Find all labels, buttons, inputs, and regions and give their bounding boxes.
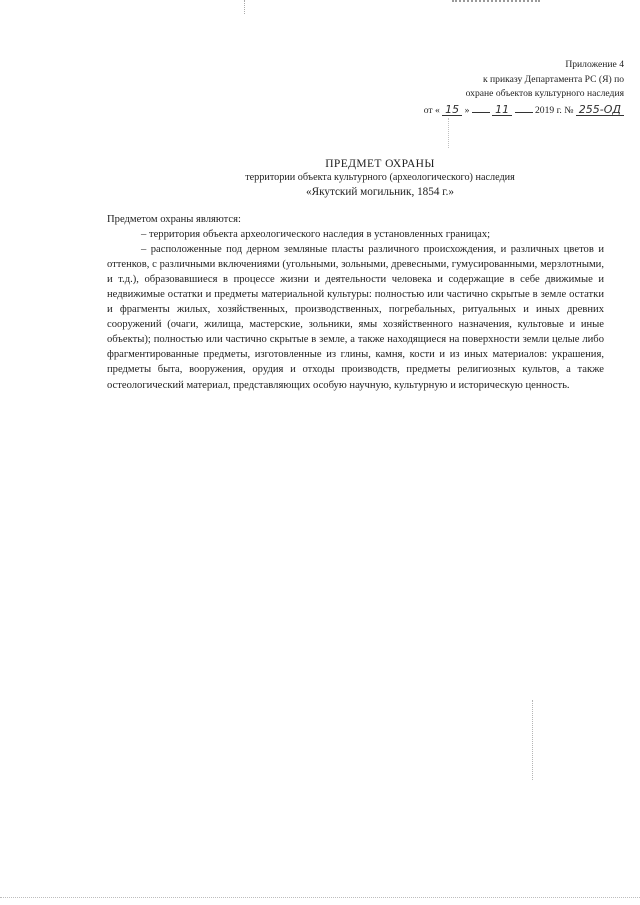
body-item-layers: – расположенные под дерном земляные пласты различного происхождения, и различных цветов и оттенков, с различными включениями (угольными, зольными, древесными, гумусированными, мерзлотными, и т.д.), образовавшиеся в процессе жизни и деятельности человека и содержащие в себе движимые и недвижимые остатки и предметы материальной культуры: полностью или частично скрытые в земле остатки и фрагменты жилых, хозяйственных, производственных, погребальных, ритуальных и иных древних сооружений (очаги, жилища, мастерские, зольники, ямы хозяйственного назначения, культовые и иные объекты); полностью или частично скрытые в земле, а также находящиеся на поверхности земли целые либо фрагментированные предметы, изготовленные из глины, камня, кости и из иных материалов: украшения, предметы быта, вооружения, орудия и отходы производств, предметы религиозных культов, а также остеологический материал, представляющих особую научную, культурную и историческую ценность. [107, 244, 604, 391]
body-item-territory: – территория объекта археологического наследия в установленных границах; [141, 229, 491, 241]
object-name: «Якутский могильник, 1854 г.» [306, 185, 454, 198]
page-subtitle: территории объекта культурного (археологического) наследия [245, 172, 515, 183]
appendix-number: Приложение 4 [565, 59, 624, 70]
scan-artifact-top [452, 0, 540, 5]
appendix-block [394, 58, 624, 118]
handwritten-order-number: 255-ОД [576, 104, 624, 116]
appendix-order-ref: к приказу Департамента РС (Я) по [482, 73, 624, 85]
appendix-date-line [394, 102, 624, 119]
page-title: ПРЕДМЕТ ОХРАНЫ [325, 158, 435, 170]
handwritten-month: 11 [492, 104, 512, 116]
body-text [107, 212, 604, 393]
date-year: 2019 г. № [534, 104, 574, 116]
scan-artifact-bottom-edge [0, 897, 640, 899]
body-lead: Предметом охраны являются: [107, 214, 241, 225]
appendix-department: охране объектов культурного наследия [465, 88, 624, 99]
scan-artifact-speck [244, 0, 247, 14]
title-block [160, 157, 600, 199]
date-mid: » [464, 104, 470, 116]
scan-artifact-fold [532, 700, 534, 780]
scan-artifact-line [448, 118, 450, 148]
date-prefix: от « [423, 104, 440, 116]
handwritten-day: 15 [442, 104, 462, 116]
